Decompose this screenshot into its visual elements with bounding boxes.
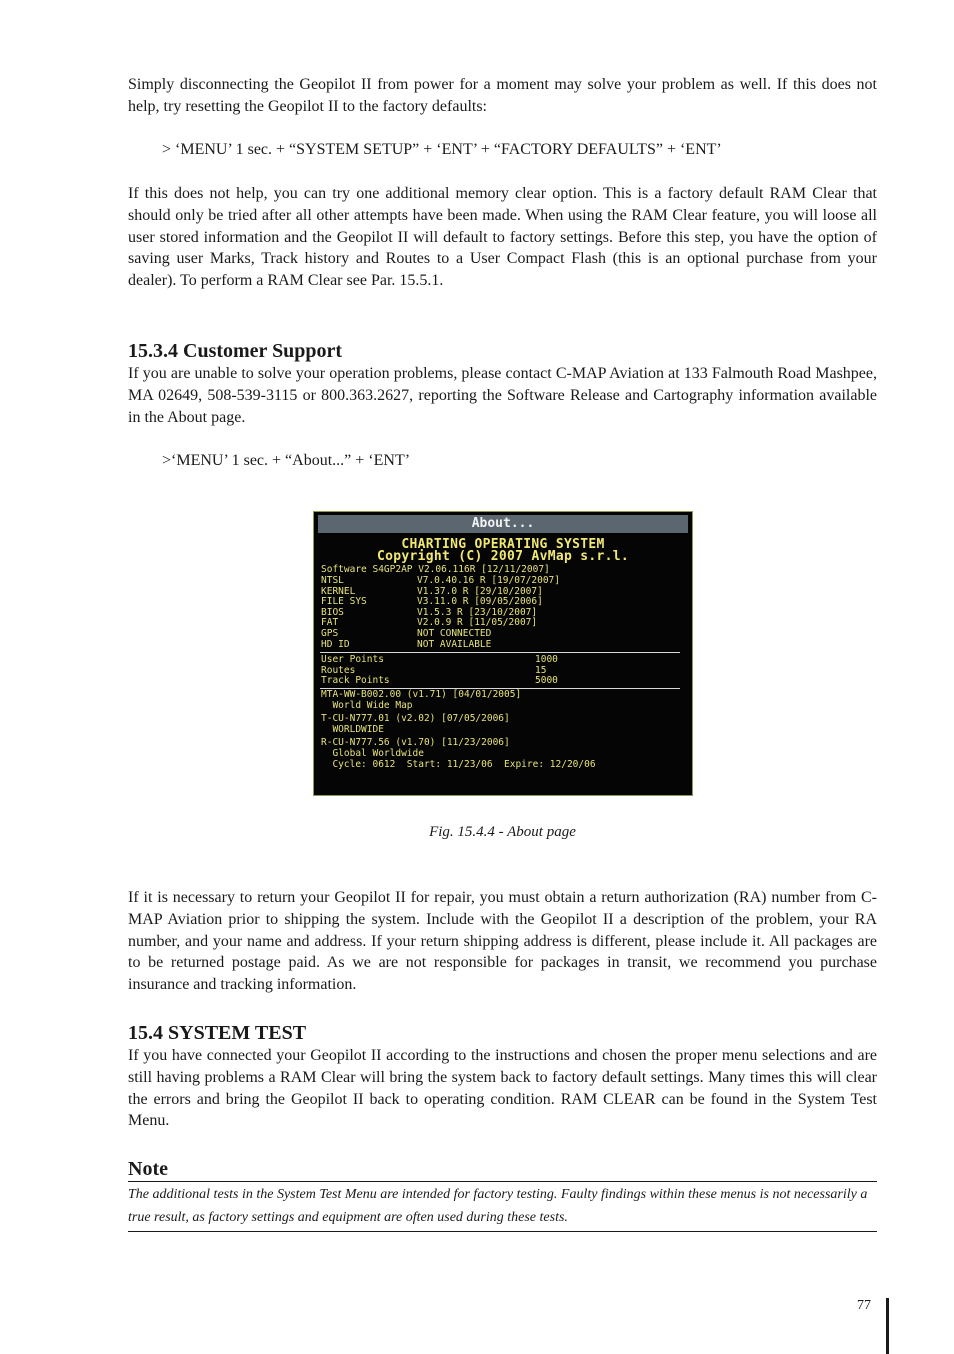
screen-carto-line: Cycle: 0612 Start: 11/23/06 Expire: 12/20/06 — [321, 759, 596, 770]
paragraph-repair-return: If it is necessary to return your Geopilot II for repair, you must obtain a return authorization (RA) number from C-MAP Aviation prior to shipping the system. Include with the Geopilot II a description of the problem, your RA number, and your name and address. If your return shipping address is different, please include it. All packages are to be returned postage paid. As we are not responsible for packages in transit, we recommend you purchase insurance and tracking information. — [128, 889, 877, 994]
screen-carto-line: Global Worldwide — [321, 748, 424, 759]
page-number-bar — [886, 1298, 889, 1354]
screen-version-row: HD ID NOT AVAILABLE — [321, 638, 492, 650]
note-bottom-rule — [128, 1231, 877, 1232]
screen-version-row: FILE SYS V3.11.0 R [09/05/2006] — [321, 596, 543, 608]
screen-title-bar: About... — [318, 515, 688, 533]
page-number: 77 — [857, 1298, 871, 1313]
screen-version-row: GPS NOT CONNECTED — [321, 628, 492, 639]
screen-carto-line: WORLDWIDE — [321, 724, 384, 735]
about-page-screenshot — [313, 511, 693, 796]
screen-carto-line: World Wide Map — [321, 700, 413, 711]
screen-count-row: User Points 1000 — [321, 654, 558, 665]
screen-separator — [320, 652, 680, 653]
heading-system-test: 15.4 SYSTEM TEST — [128, 1022, 307, 1044]
screen-version-row: KERNEL V1.37.0 R [29/10/2007] — [321, 585, 543, 597]
command-factory-defaults: > ‘MENU’ 1 sec. + “SYSTEM SETUP” + ‘ENT’ + “FACTORY DEFAULTS” + ‘ENT’ — [162, 141, 722, 158]
screen-heading-copyright: Copyright (C) 2007 AvMap s.r.l. — [377, 549, 629, 564]
paragraph-power-reset: Simply disconnecting the Geopilot II from power for a moment may solve your problem as well. If this does not help, try resetting the Geopilot II to the factory defaults: — [128, 76, 877, 115]
paragraph-system-test: If you have connected your Geopilot II according to the instructions and chosen the proper menu selections and are still having problems a RAM Clear will bring the system back to factory default settings. Many times this will clear the errors and bring the Geopilot II back to operating condition. RAM CLEAR can be found in the System Test Menu. — [128, 1047, 877, 1130]
screen-carto-line: R-CU-N777.56 (v1.70) [11/23/2006] — [321, 737, 510, 748]
screen-carto-line: T-CU-N777.01 (v2.02) [07/05/2006] — [321, 713, 510, 724]
paragraph-ram-clear: If this does not help, you can try one additional memory clear option. This is a factory default RAM Clear that should only be tried after all other attempts have been made. When using the RAM Clear feature, you will loose all user stored information and the Geopilot II will default to factory settings. Before this step, you have the option of saving user Marks, Track history and Routes to a User Compact Flash (this is an optional purchase from your dealer). To perform a RAM Clear see Par. 15.5.1. — [128, 185, 877, 290]
command-about: >‘MENU’ 1 sec. + “About...” + ‘ENT’ — [162, 452, 411, 469]
screen-version-row: FAT V2.0.9 R [11/05/2007] — [321, 617, 538, 629]
note-title: Note — [128, 1158, 168, 1180]
screen-version-row: NTSL V7.0.40.16 R [19/07/2007] — [321, 575, 560, 586]
note-top-rule — [128, 1181, 877, 1182]
heading-customer-support: 15.3.4 Customer Support — [128, 340, 343, 362]
screen-software-line: Software S4GP2AP V2.06.116R [12/11/2007] — [321, 564, 550, 575]
paragraph-customer-support: If you are unable to solve your operation problems, please contact C-MAP Aviation at 133 Falmouth Road Mashpee, MA 02649, 508-539-3115 or 800.363.2627, reporting the Software Release and Cartography information available in the About page. — [128, 365, 877, 426]
screen-heading-system: CHARTING OPERATING SYSTEM — [401, 537, 605, 552]
screen-carto-line: MTA-WW-B002.00 (v1.71) [04/01/2005] — [321, 689, 522, 700]
note-text: The additional tests in the System Test Menu are intended for factory testing. Faulty findings within these menus is not necessarily a true result, as factory settings and equipment are often used during these tests. — [128, 1187, 868, 1225]
screen-count-row: Routes 15 — [321, 664, 547, 676]
screen-version-row: BIOS V1.5.3 R [23/10/2007] — [321, 606, 538, 618]
figure-caption: Fig. 15.4.4 - About page — [429, 824, 576, 840]
screen-count-row: Track Points 5000 — [321, 675, 558, 687]
